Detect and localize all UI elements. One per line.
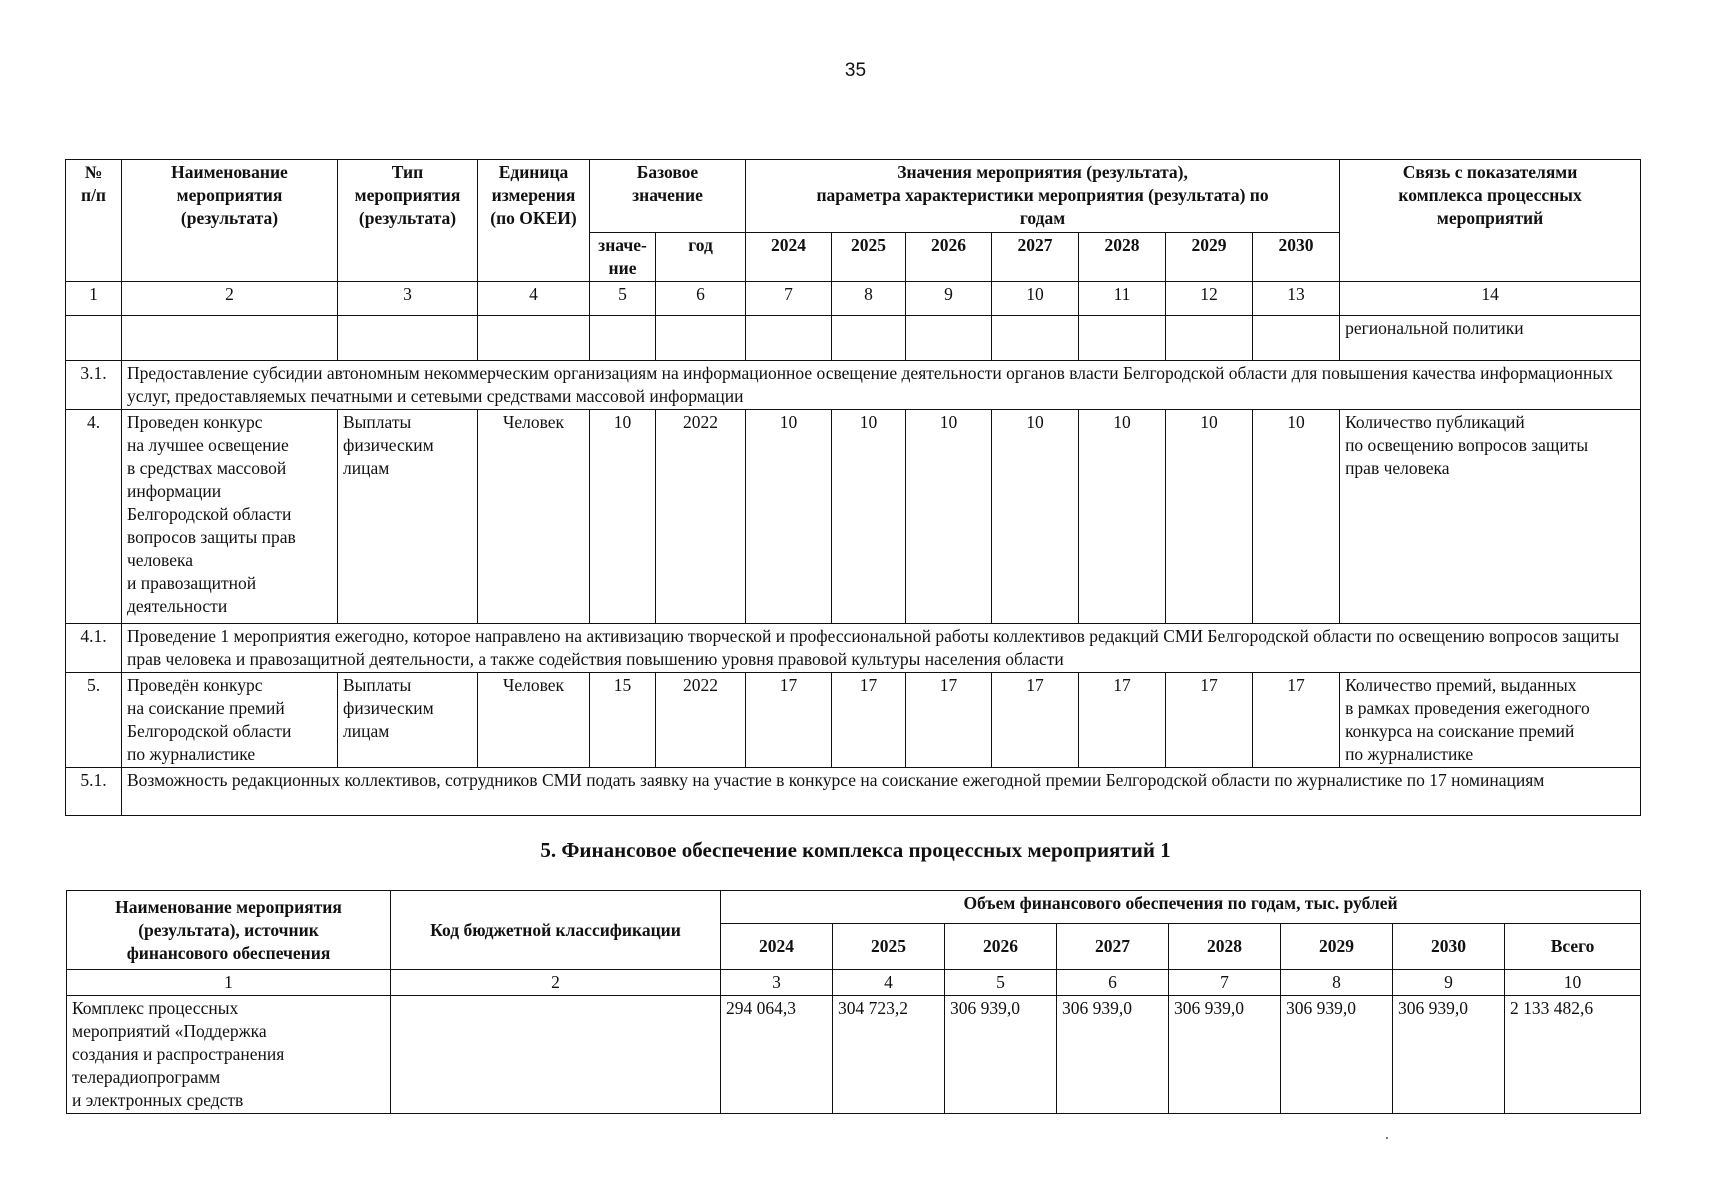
row-value: 17 xyxy=(1166,673,1253,768)
fin-header-year: 2029 xyxy=(1281,924,1393,970)
fin-header-year: 2027 xyxy=(1057,924,1169,970)
index-cell: 4 xyxy=(833,970,945,996)
row-value: 17 xyxy=(1253,673,1340,768)
index-cell: 5 xyxy=(945,970,1057,996)
row-value: 17 xyxy=(1079,673,1166,768)
fin-row-code xyxy=(391,996,721,1114)
fin-header-year: 2025 xyxy=(833,924,945,970)
header-base-value: значе- ние xyxy=(590,233,656,282)
index-cell: 3 xyxy=(721,970,833,996)
row-value: 10 xyxy=(1166,410,1253,624)
measures-table xyxy=(65,159,1641,816)
section-row-5-1 xyxy=(66,768,1641,816)
fin-header-year: 2028 xyxy=(1169,924,1281,970)
header-year: 2026 xyxy=(906,233,992,282)
row-5 xyxy=(66,673,1641,768)
row-value: 17 xyxy=(746,673,832,768)
header-year: 2025 xyxy=(832,233,906,282)
row-base-year: 2022 xyxy=(656,410,746,624)
index-cell: 1 xyxy=(67,970,391,996)
scan-speck xyxy=(1386,1137,1388,1139)
row-base-value: 15 xyxy=(590,673,656,768)
section-row-3-1 xyxy=(66,361,1641,410)
index-cell: 6 xyxy=(1057,970,1169,996)
index-cell: 10 xyxy=(992,282,1079,316)
header-num: № п/п xyxy=(66,160,122,282)
financing-table xyxy=(66,890,1641,1114)
row-unit: Человек xyxy=(478,410,590,624)
header-unit: Единица измерения (по ОКЕИ) xyxy=(478,160,590,282)
page-number: 35 xyxy=(844,60,867,81)
fin-header-name: Наименование мероприятия (результата), источник финансового обеспечения xyxy=(67,891,391,970)
header-year: 2027 xyxy=(992,233,1079,282)
index-cell: 1 xyxy=(66,282,122,316)
fin-index-row xyxy=(67,970,1641,996)
fin-row-value: 304 723,2 xyxy=(833,996,945,1114)
header-values: Значения мероприятия (результата), параметра характеристики мероприятия (результата) по годам xyxy=(746,160,1340,233)
row-base-value: 10 xyxy=(590,410,656,624)
fin-row xyxy=(67,996,1641,1114)
row-value: 17 xyxy=(832,673,906,768)
header-link: Связь с показателями комплекса процессных мероприятий xyxy=(1340,160,1641,282)
fin-header-year: 2024 xyxy=(721,924,833,970)
header-year: 2024 xyxy=(746,233,832,282)
index-cell: 3 xyxy=(338,282,478,316)
header-type: Тип мероприятия (результата) xyxy=(338,160,478,282)
fin-row-value: 306 939,0 xyxy=(1057,996,1169,1114)
index-cell: 7 xyxy=(746,282,832,316)
section-num: 3.1. xyxy=(66,361,122,410)
row-type: Выплаты физическим лицам xyxy=(338,410,478,624)
row-value: 10 xyxy=(1253,410,1340,624)
index-cell: 5 xyxy=(590,282,656,316)
row-num: 5. xyxy=(66,673,122,768)
row-name: Проведён конкурс на соискание премий Белгородской области по журналистике xyxy=(122,673,338,768)
fin-row-value: 306 939,0 xyxy=(1393,996,1505,1114)
row-name: Проведен конкурс на лучшее освещение в средствах массовой информации Белгородской области вопросов защиты прав человека и правозащитной деятельности xyxy=(122,410,338,624)
header-base-year: год xyxy=(656,233,746,282)
section-num: 5.1. xyxy=(66,768,122,816)
index-cell: 8 xyxy=(1281,970,1393,996)
index-cell: 6 xyxy=(656,282,746,316)
header-year: 2030 xyxy=(1253,233,1340,282)
index-cell: 14 xyxy=(1340,282,1641,316)
index-cell: 9 xyxy=(906,282,992,316)
row-value: 17 xyxy=(992,673,1079,768)
row-value: 10 xyxy=(746,410,832,624)
row-num: 4. xyxy=(66,410,122,624)
fin-row-value: 306 939,0 xyxy=(945,996,1057,1114)
index-cell: 2 xyxy=(391,970,721,996)
section-num: 4.1. xyxy=(66,624,122,673)
index-cell: 7 xyxy=(1169,970,1281,996)
row-value: 10 xyxy=(906,410,992,624)
fin-row-value: 306 939,0 xyxy=(1169,996,1281,1114)
row-type: Выплаты физическим лицам xyxy=(338,673,478,768)
fin-row-value: 294 064,3 xyxy=(721,996,833,1114)
fin-header-year: 2030 xyxy=(1393,924,1505,970)
header-base: Базовое значение xyxy=(590,160,746,233)
fin-header-code: Код бюджетной классификации xyxy=(391,891,721,970)
index-cell: 4 xyxy=(478,282,590,316)
index-row xyxy=(66,282,1641,316)
continuation-link: региональной политики xyxy=(1340,316,1641,361)
continuation-row xyxy=(66,316,1641,361)
fin-header-volume: Объем финансового обеспечения по годам, тыс. рублей xyxy=(721,891,1641,924)
index-cell: 13 xyxy=(1253,282,1340,316)
index-cell: 12 xyxy=(1166,282,1253,316)
row-4 xyxy=(66,410,1641,624)
header-name: Наименование мероприятия (результата) xyxy=(122,160,338,282)
row-link: Количество публикаций по освещению вопросов защиты прав человека xyxy=(1340,410,1641,624)
fin-row-value: 306 939,0 xyxy=(1281,996,1393,1114)
index-cell: 11 xyxy=(1079,282,1166,316)
fin-row-name: Комплекс процессных мероприятий «Поддержка создания и распространения телерадиопрограмм и электронных средств xyxy=(67,996,391,1114)
row-link: Количество премий, выданных в рамках проведения ежегодного конкурса на соискание премий по журналистике xyxy=(1340,673,1641,768)
section-title: 5. Финансовое обеспечение комплекса процессных мероприятий 1 xyxy=(540,838,1171,862)
index-cell: 8 xyxy=(832,282,906,316)
header-year: 2029 xyxy=(1166,233,1253,282)
row-unit: Человек xyxy=(478,673,590,768)
fin-header-total: Всего xyxy=(1505,924,1641,970)
row-value: 10 xyxy=(1079,410,1166,624)
section-row-4-1 xyxy=(66,624,1641,673)
row-value: 10 xyxy=(992,410,1079,624)
row-base-year: 2022 xyxy=(656,673,746,768)
fin-header-year: 2026 xyxy=(945,924,1057,970)
index-cell: 10 xyxy=(1505,970,1641,996)
section-text: Предоставление субсидии автономным некоммерческим организациям на информационное освещение деятельности органов власти Белгородской области для повышения качества информационных услуг, предоставляемых печатными и сетевыми средствами массовой информации xyxy=(122,361,1641,410)
section-text: Возможность редакционных коллективов, сотрудников СМИ подать заявку на участие в конкурсе на соискание ежегодной премии Белгородской области по журналистике по 17 номинациям xyxy=(122,768,1641,816)
header-year: 2028 xyxy=(1079,233,1166,282)
section-text: Проведение 1 мероприятия ежегодно, которое направлено на активизацию творческой и профессиональной работы коллективов редакций СМИ Белгородской области по освещению вопросов защиты прав человека и правозащитной деятельности, а также содействия повышению уровня правовой культуры населения области xyxy=(122,624,1641,673)
row-value: 10 xyxy=(832,410,906,624)
fin-row-total: 2 133 482,6 xyxy=(1505,996,1641,1114)
index-cell: 2 xyxy=(122,282,338,316)
row-value: 17 xyxy=(906,673,992,768)
index-cell: 9 xyxy=(1393,970,1505,996)
